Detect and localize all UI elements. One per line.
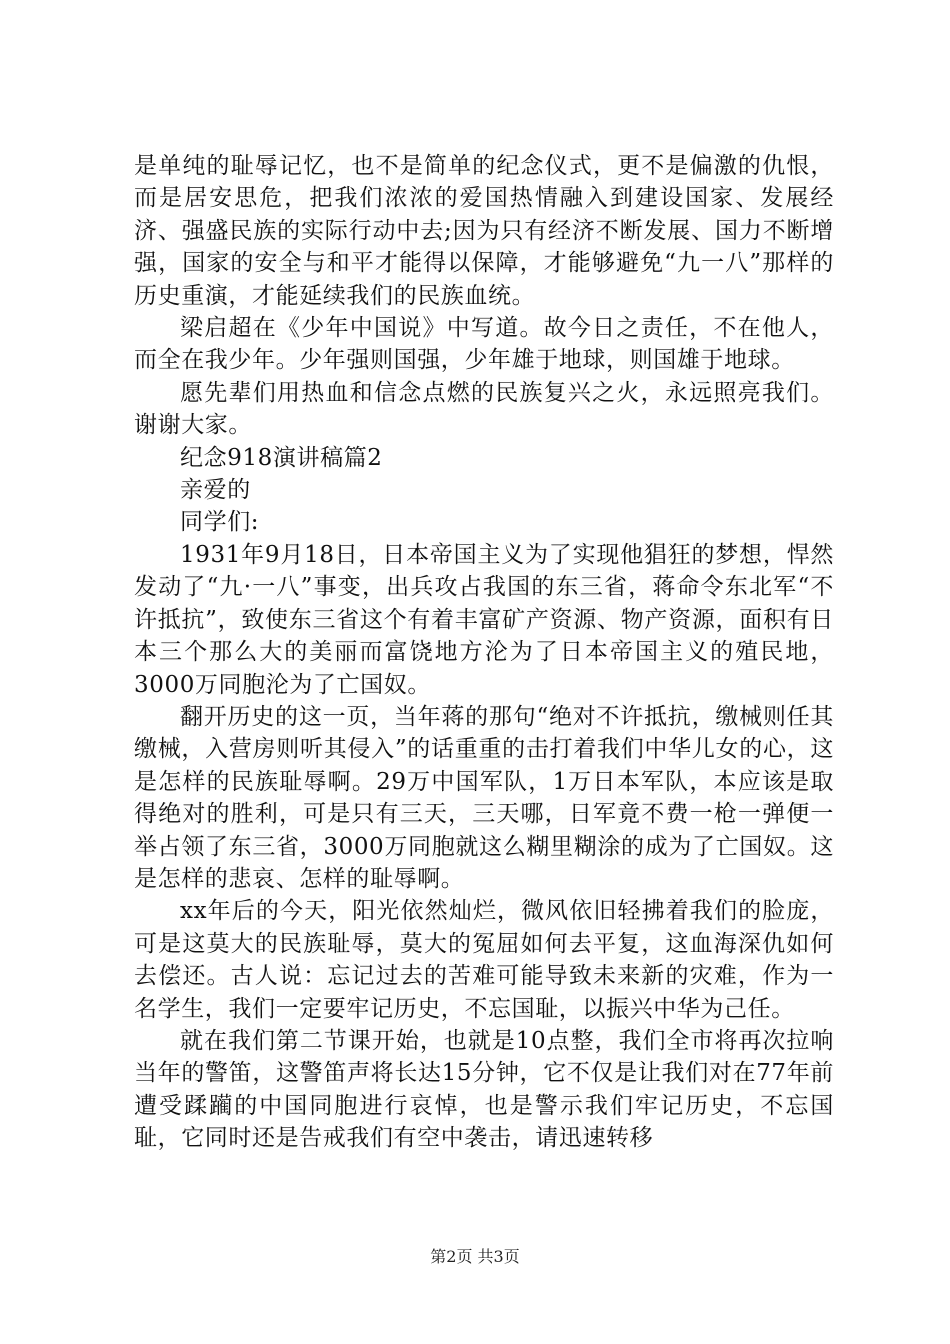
section-heading: 纪念918演讲稿篇2 bbox=[180, 444, 383, 471]
document-body bbox=[134, 150, 834, 1155]
paragraph-8: 翻开历史的这一页，当年蒋的那句“绝对不许抵抗，缴械则任其缴械，入营房则听其侵入”的话重重的击打着我们中华儿女的心，这是怎样的民族耻辱啊。29万中国军队，1万日本军队，本应该是取得绝对的胜利，可是只有三天，三天哪，日军竟不费一枪一弹便一举占领了东三省，3000万同胞就这么糊里糊涂的成为了亡国奴。这是怎样的悲哀、怎样的耻辱啊。 bbox=[134, 703, 834, 892]
paragraph-1: 是单纯的耻辱记忆，也不是简单的纪念仪式，更不是偏激的仇恨，而是居安思危，把我们浓浓的爱国热情融入到建设国家、发展经济、强盛民族的实际行动中去;因为只有经济不断发展、国力不断增强，国家的安全与和平才能得以保障，才能够避免“九一八”那样的历史重演，才能延续我们的民族血统。 bbox=[134, 153, 834, 309]
page-number-footer: 第2页 共3页 bbox=[430, 1247, 520, 1266]
paragraph-10: 就在我们第二节课开始，也就是10点整，我们全市将再次拉响当年的警笛，这警笛声将长达15分钟，它不仅是让我们对在77年前遭受蹂躏的中国同胞进行哀悼，也是警示我们牢记历史，不忘国耻，它同时还是告戒我们有空中袭击，请迅速转移 bbox=[134, 1027, 834, 1152]
paragraph-2: 梁启超在《少年中国说》中写道。故今日之责任，不在他人，而全在我少年。少年强则国强，少年雄于地球，则国雄于地球。 bbox=[134, 315, 834, 374]
paragraph-9: xx年后的今天，阳光依然灿烂，微风依旧轻拂着我们的脸庞，可是这莫大的民族耻辱，莫大的冤屈如何去平复，这血海深仇如何去偿还。古人说：忘记过去的苦难可能导致未来新的灾难，作为一名学生，我们一定要牢记历史，不忘国耻，以振兴中华为己任。 bbox=[134, 898, 834, 1022]
salutation-line-2: 同学们: bbox=[180, 509, 260, 536]
paragraph-3: 愿先辈们用热血和信念点燃的民族复兴之火，永远照亮我们。谢谢大家。 bbox=[134, 379, 834, 439]
salutation-line-1: 亲爱的 bbox=[180, 477, 251, 504]
paragraph-7: 1931年9月18日，日本帝国主义为了实现他猖狂的梦想，悍然发动了“九·一八”事变，出兵攻占我国的东三省，蒋命令东北军“不许抵抗”，致使东三省这个有着丰富矿产资源、物产资源，面积有日本三个那么大的美丽而富饶地方沦为了日本帝国主义的殖民地，3000万同胞沦为了亡国奴。 bbox=[134, 541, 834, 698]
